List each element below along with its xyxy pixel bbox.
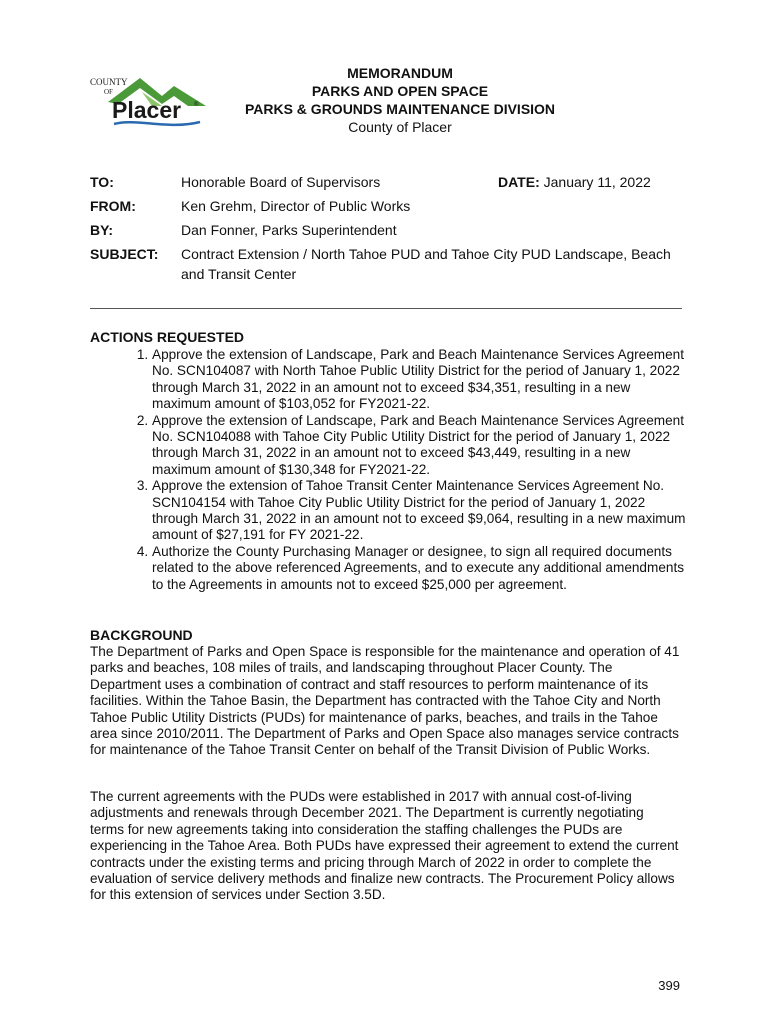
logo-county-text: COUNTY [90, 77, 128, 87]
action-item: 3. Approve the extension of Tahoe Transit Center Maintenance Services Agreement No. SCN104154 with Tahoe City Public Utility District for the period of January 1, 2022 through March 31, 2022 in an amount not to exceed $9,064, resulting in a new maximum amount of $27,191 for FY 2021-22. [152, 478, 690, 544]
by-value: Dan Fonner, Parks Superintendent [181, 222, 397, 238]
memo-from-row [0, 196, 770, 216]
date-label: DATE: [498, 174, 540, 190]
action-item: 2. Approve the extension of Landscape, Park and Beach Maintenance Services Agreement No. SCN104088 with Tahoe City Public Utility District for the period of January 1, 2022 through March 31, 2022 in an amount not to exceed $43,449, resulting in a new maximum amount of $130,348 for FY2021-22. [152, 413, 690, 479]
memo-subject-row [0, 244, 770, 288]
background-paragraph-1: The Department of Parks and Open Space is responsible for the maintenance and operation of 41 parks and beaches, 108 miles of trails, and landscaping throughout Placer County. The Department uses a combination of contract and staff resources to perform maintenance of its facilities. Within the Tahoe Basin, the Department has contracted with the Tahoe City and North Tahoe Public Utility Districts (PUDs) for maintenance of parks, beaches, and trails in the Tahoe area since 2010/2011. The Department of Parks and Open Space also manages service contracts for maintenance of the Tahoe Transit Center on behalf of the Transit Division of Public Works. [90, 644, 680, 758]
logo-name-text: Placer [112, 97, 182, 123]
header-department: PARKS AND OPEN SPACE [311, 83, 489, 99]
subject-value: Contract Extension / North Tahoe PUD and Tahoe City PUD Landscape, Beach and Transit Center [181, 246, 671, 282]
actions-list [90, 347, 690, 593]
date-value: January 11, 2022 [543, 174, 651, 190]
from-value: Ken Grehm, Director of Public Works [181, 198, 411, 214]
memo-to-row [0, 172, 770, 192]
page-number: 399 [658, 978, 680, 993]
by-label: BY: [90, 222, 114, 238]
memo-header [200, 64, 600, 136]
date-field [498, 172, 651, 192]
logo-registered-mark: ® [194, 102, 199, 108]
county-logo [88, 72, 208, 130]
to-value: Honorable Board of Supervisors [181, 174, 381, 190]
logo-of-text: OF [104, 88, 113, 96]
memo-by-row [0, 220, 770, 240]
action-item: 1. Approve the extension of Landscape, Park and Beach Maintenance Services Agreement No. SCN104087 with North Tahoe Public Utility District for the period of January 1, 2022 through March 31, 2022 in an amount not to exceed $34,351, resulting in a new maximum amount of $103,052 for FY2021-22. [152, 347, 690, 413]
header-division: PARKS & GROUNDS MAINTENANCE DIVISION [244, 101, 556, 117]
subject-label: SUBJECT: [90, 246, 159, 262]
action-item: 4. Authorize the County Purchasing Manager or designee, to sign all required documents related to the above referenced Agreements, and to execute any additional amendments to the Agreements in amounts not to exceed $25,000 per agreement. [152, 544, 690, 593]
header-memorandum: MEMORANDUM [347, 65, 453, 81]
header-divider [90, 308, 682, 309]
background-paragraph-2: The current agreements with the PUDs were established in 2017 with annual cost-of-living adjustments and renewals through December 2021. The Department is currently negotiating terms for new agreements taking into consideration the staffing challenges the PUDs are experiencing in the Tahoe Area. Both PUDs have expressed their agreement to extend the current contracts under the existing terms and pricing through March of 2022 in order to complete the evaluation of service delivery methods and finalize new contracts. The Procurement Policy allows for this extension of services under Section 3.5D. [90, 789, 679, 903]
actions-title: ACTIONS REQUESTED [90, 329, 245, 345]
to-label: TO: [90, 174, 114, 190]
background-title: BACKGROUND [90, 627, 193, 643]
from-label: FROM: [90, 198, 136, 214]
placer-county-logo-graphic [88, 72, 208, 130]
header-county: County of Placer [348, 119, 452, 135]
